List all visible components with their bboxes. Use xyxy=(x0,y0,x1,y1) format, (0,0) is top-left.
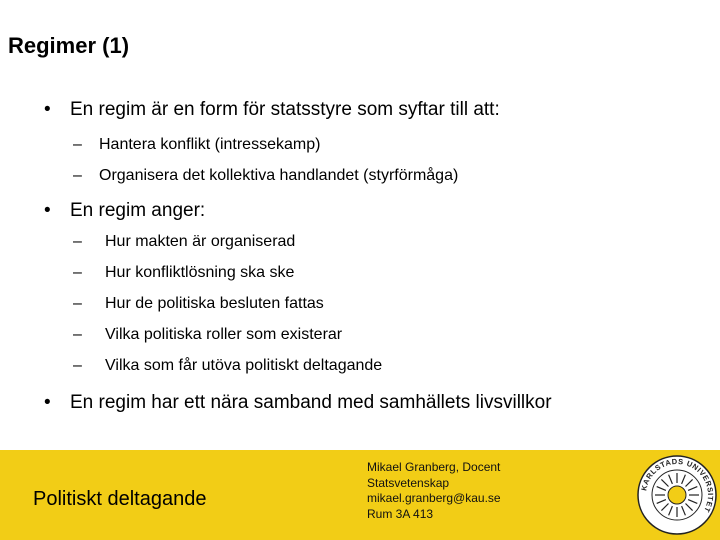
sub-bullet xyxy=(73,136,320,154)
sub-bullet-text: Hantera konflikt (intressekamp) xyxy=(99,136,321,153)
bullet-1 xyxy=(44,99,500,121)
bullet-3 xyxy=(44,392,552,414)
contact-info xyxy=(367,460,501,522)
sub-bullet xyxy=(73,233,295,251)
sub-bullet-text: Hur de politiska besluten fattas xyxy=(105,295,324,312)
sub-bullet xyxy=(73,357,382,375)
bullet-dot: • xyxy=(44,392,51,413)
sub-bullet-text: Vilka politiska roller som existerar xyxy=(105,326,343,343)
dash: – xyxy=(73,167,82,184)
author-line: Mikael Granberg, Docent xyxy=(367,460,501,474)
sub-bullet xyxy=(73,264,294,282)
bullet-3-text: En regim har ett nära samband med samhällets livsvillkor xyxy=(70,392,552,413)
bullet-dot: • xyxy=(44,200,51,221)
department-line: Statsvetenskap xyxy=(367,475,450,490)
bullet-1-text: En regim är en form för statsstyre som syftar till att: xyxy=(70,99,500,120)
sub-bullet xyxy=(73,326,342,344)
sub-bullet-text: Organisera det kollektiva handlandet (styrförmåga) xyxy=(99,167,459,184)
email-line: mikael.granberg@kau.se xyxy=(367,491,501,505)
sub-bullet xyxy=(73,295,324,313)
university-seal-icon xyxy=(636,454,718,536)
room-line: Rum 3A 413 xyxy=(367,506,434,521)
dash: – xyxy=(73,136,82,153)
sub-bullet-text: Hur konfliktlösning ska ske xyxy=(105,264,295,281)
dash: – xyxy=(73,295,82,312)
dash: – xyxy=(73,357,82,374)
dash: – xyxy=(73,264,82,281)
dash: – xyxy=(73,326,82,343)
sub-bullet-text: Vilka som får utöva politiskt deltagande xyxy=(105,357,383,374)
bullet-dot: • xyxy=(44,99,51,120)
footer-band xyxy=(0,450,720,540)
seal-lettering: KARLSTADS UNIVERSITET xyxy=(639,456,716,515)
course-name: Politiskt deltagande xyxy=(33,488,207,510)
bullet-2-text: En regim anger: xyxy=(70,200,206,221)
slide-title: Regimer (1) xyxy=(8,33,130,58)
sub-bullet xyxy=(73,167,458,185)
dash: – xyxy=(73,233,82,250)
sub-bullet-text: Hur makten är organiserad xyxy=(105,233,296,250)
bullet-2 xyxy=(44,200,205,222)
